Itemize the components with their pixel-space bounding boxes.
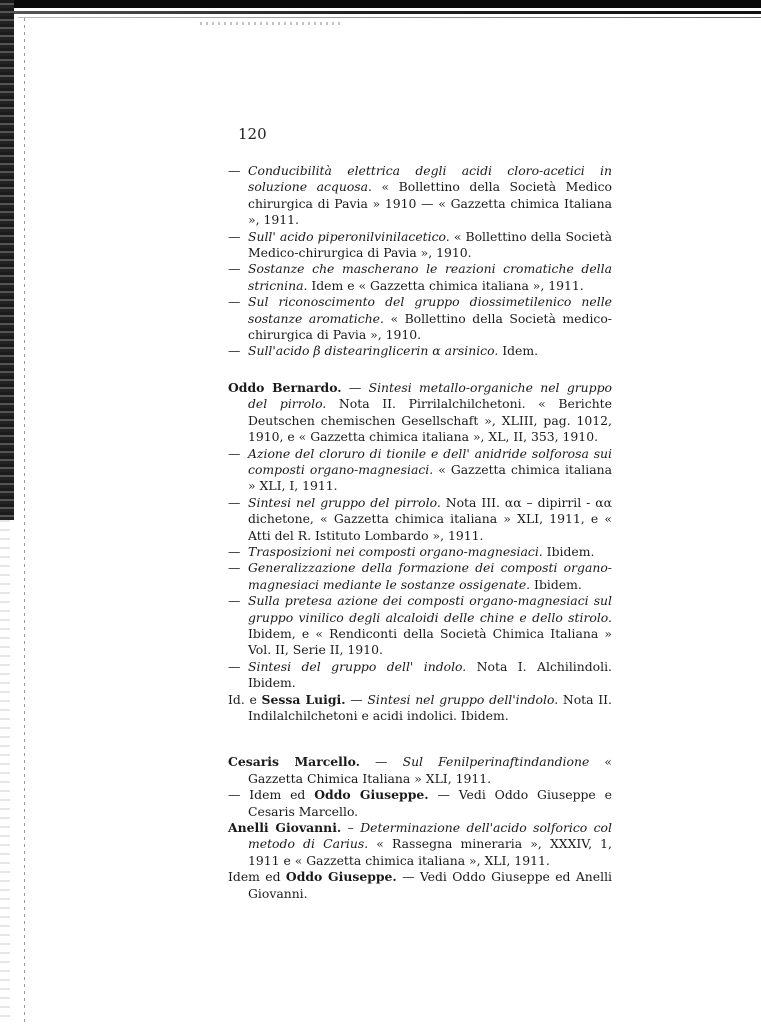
entry-dash: — [228, 343, 241, 359]
entry-title: Determinazione dell'acido solforico col metodo di Carius. [248, 820, 612, 852]
entry-title: Sintesi del gruppo dell' indolo. [248, 658, 467, 674]
bibliography-entry [228, 544, 612, 560]
entry-lead: Idem ed [228, 869, 286, 885]
bibliography-entry [228, 446, 612, 495]
entry-title: Trasposizioni nei composti organo-magnesiaci. [248, 543, 543, 559]
scan-margin-line [24, 18, 25, 1024]
scan-binding-edge [0, 0, 14, 520]
entry-source: Nota I. Alchilindoli. Ibidem. [248, 658, 612, 691]
entry-source: Nota II. Pirrilalchilchetoni. « Berichte Deutschen chemischen Gesellschaft », XLIII, pag. 1012, 1910, e « Gazzetta chimica italiana », XL, II, 353, 1910. [248, 396, 612, 445]
scan-binding-edge-fade [0, 520, 10, 1024]
entry-source: — Vedi Oddo Giuseppe ed Anelli Giovanni. [248, 869, 612, 901]
entry-source: « Gazzetta chimica italiana » XLI, I, 1911. [248, 461, 612, 494]
entry-dash: — [228, 658, 241, 674]
entry-title: Sul Fenilperinaftindandione [402, 754, 590, 770]
entry-source: Nota II. Indilalchilchetoni e acidi indolici. Ibidem. [248, 691, 612, 723]
entry-title: Sull' acido piperonilvinilacetico. [248, 228, 450, 244]
author-name: Cesaris Marcello. [228, 754, 360, 770]
entry-dash: — [228, 163, 241, 178]
bibliography-entry [228, 495, 612, 544]
entry-separator: – [341, 820, 361, 836]
cross-reference-entry [228, 869, 612, 902]
bibliography-entry [228, 560, 612, 593]
scan-top-rule [14, 11, 761, 14]
author-entry [228, 820, 612, 869]
entry-lead: Idem ed [240, 787, 315, 803]
entry-title: Conducibilità elettrica degli acidi cloro-acetici in soluzione acquosa. [248, 163, 612, 195]
entry-title: Sul riconoscimento del gruppo diossimetilenico nelle sostanze aromatiche. [248, 294, 612, 326]
cross-reference-entry [228, 787, 612, 820]
scan-top-rule-thin [18, 17, 761, 18]
bibliography-entry [228, 343, 612, 359]
entry-source: Idem. [498, 343, 539, 359]
bibliography-content [228, 163, 612, 902]
entry-source: Ibidem. [542, 543, 595, 559]
entry-dash: — [228, 543, 241, 559]
entry-dash: — [228, 228, 241, 244]
entry-title: Sintesi metallo-organiche nel gruppo del pirrolo. [248, 379, 612, 412]
entry-title: Generalizzazione della formazione dei composti organo-magnesiaci mediante le sostanze ossigenate. [248, 560, 612, 592]
author-name: Sessa Luigi. [261, 691, 346, 707]
entry-separator: — [359, 754, 403, 770]
entry-title: Sintesi nel gruppo del pirrolo. [248, 494, 441, 510]
entry-dash: — [228, 787, 241, 803]
entry-title: Sostanze che mascherano le reazioni cromatiche della stricnina. [248, 261, 612, 293]
entry-separator: — [341, 379, 369, 395]
entry-dash: — [228, 445, 241, 461]
entry-source: Ibidem. [530, 576, 582, 592]
entry-title: Sulla pretesa azione dei composti organo-magnesiaci sul gruppo vinilico degli alcaloidi delle chine e dello stirolo. [248, 593, 612, 625]
entry-dash: — [228, 294, 241, 310]
entry-title: Azione del cloruro di tionile e dell' anidride solforosa sui composti organo-magnesiaci. [248, 445, 612, 477]
entry-source: Idem e « Gazzetta chimica italiana », 1911. [307, 277, 584, 293]
bibliography-entry [228, 163, 612, 229]
entry-source: Ibidem, e « Rendiconti della Società Chimica Italiana » Vol. II, Serie II, 1910. [248, 625, 612, 658]
entry-source: « Gazzetta Chimica Italiana » XLI, 1911. [248, 754, 612, 786]
author-name: Oddo Giuseppe. [314, 787, 429, 803]
bibliography-entry [228, 261, 612, 294]
entry-source: « Bollettino della Società Medico chirurgica di Pavia » 1910 — « Gazzetta chimica Italiana », 1911. [248, 179, 612, 228]
page-number: 120 [238, 125, 267, 143]
author-entry [228, 380, 612, 446]
entry-source: Nota III. αα – dipirril - αα dichetone, « Gazzetta chimica italiana » XLI, 1911, e « Atti del R. Istituto Lombardo », 1911. [248, 494, 613, 543]
coauthor-lead: Id. e [228, 691, 262, 707]
entry-dash: — [228, 261, 241, 277]
bibliography-entry [228, 659, 612, 692]
entry-dash: — [228, 593, 241, 609]
bibliography-entry [228, 229, 612, 262]
bibliography-entry [228, 294, 612, 343]
entry-title: Sintesi nel gruppo dell'indolo. [367, 691, 559, 707]
scan-top-border [0, 0, 761, 8]
entry-source: « Bollettino della Società medico-chirurgica di Pavia », 1910. [248, 310, 612, 343]
entry-dash: — [228, 560, 241, 576]
scan-noise [200, 22, 340, 25]
entry-source: — Vedi Oddo Giuseppe e Cesaris Marcello. [248, 787, 612, 819]
coauthor-entry [228, 692, 612, 725]
entry-separator: — [345, 691, 368, 707]
author-name: Oddo Giuseppe. [285, 869, 397, 885]
bibliography-entry [228, 593, 612, 659]
author-name: Oddo Bernardo. [228, 379, 342, 395]
entry-dash: — [228, 494, 241, 510]
entry-source: « Bollettino della Società Medico-chirurgica di Pavia », 1910. [248, 228, 612, 261]
author-name: Anelli Giovanni. [228, 820, 342, 836]
entry-title: Sull'acido β distearinglicerin α arsinico. [248, 343, 499, 359]
entry-source: « Rassegna mineraria », XXXIV, 1, 1911 e « Gazzetta chimica italiana », XLI, 1911. [248, 836, 612, 868]
author-entry [228, 754, 612, 787]
